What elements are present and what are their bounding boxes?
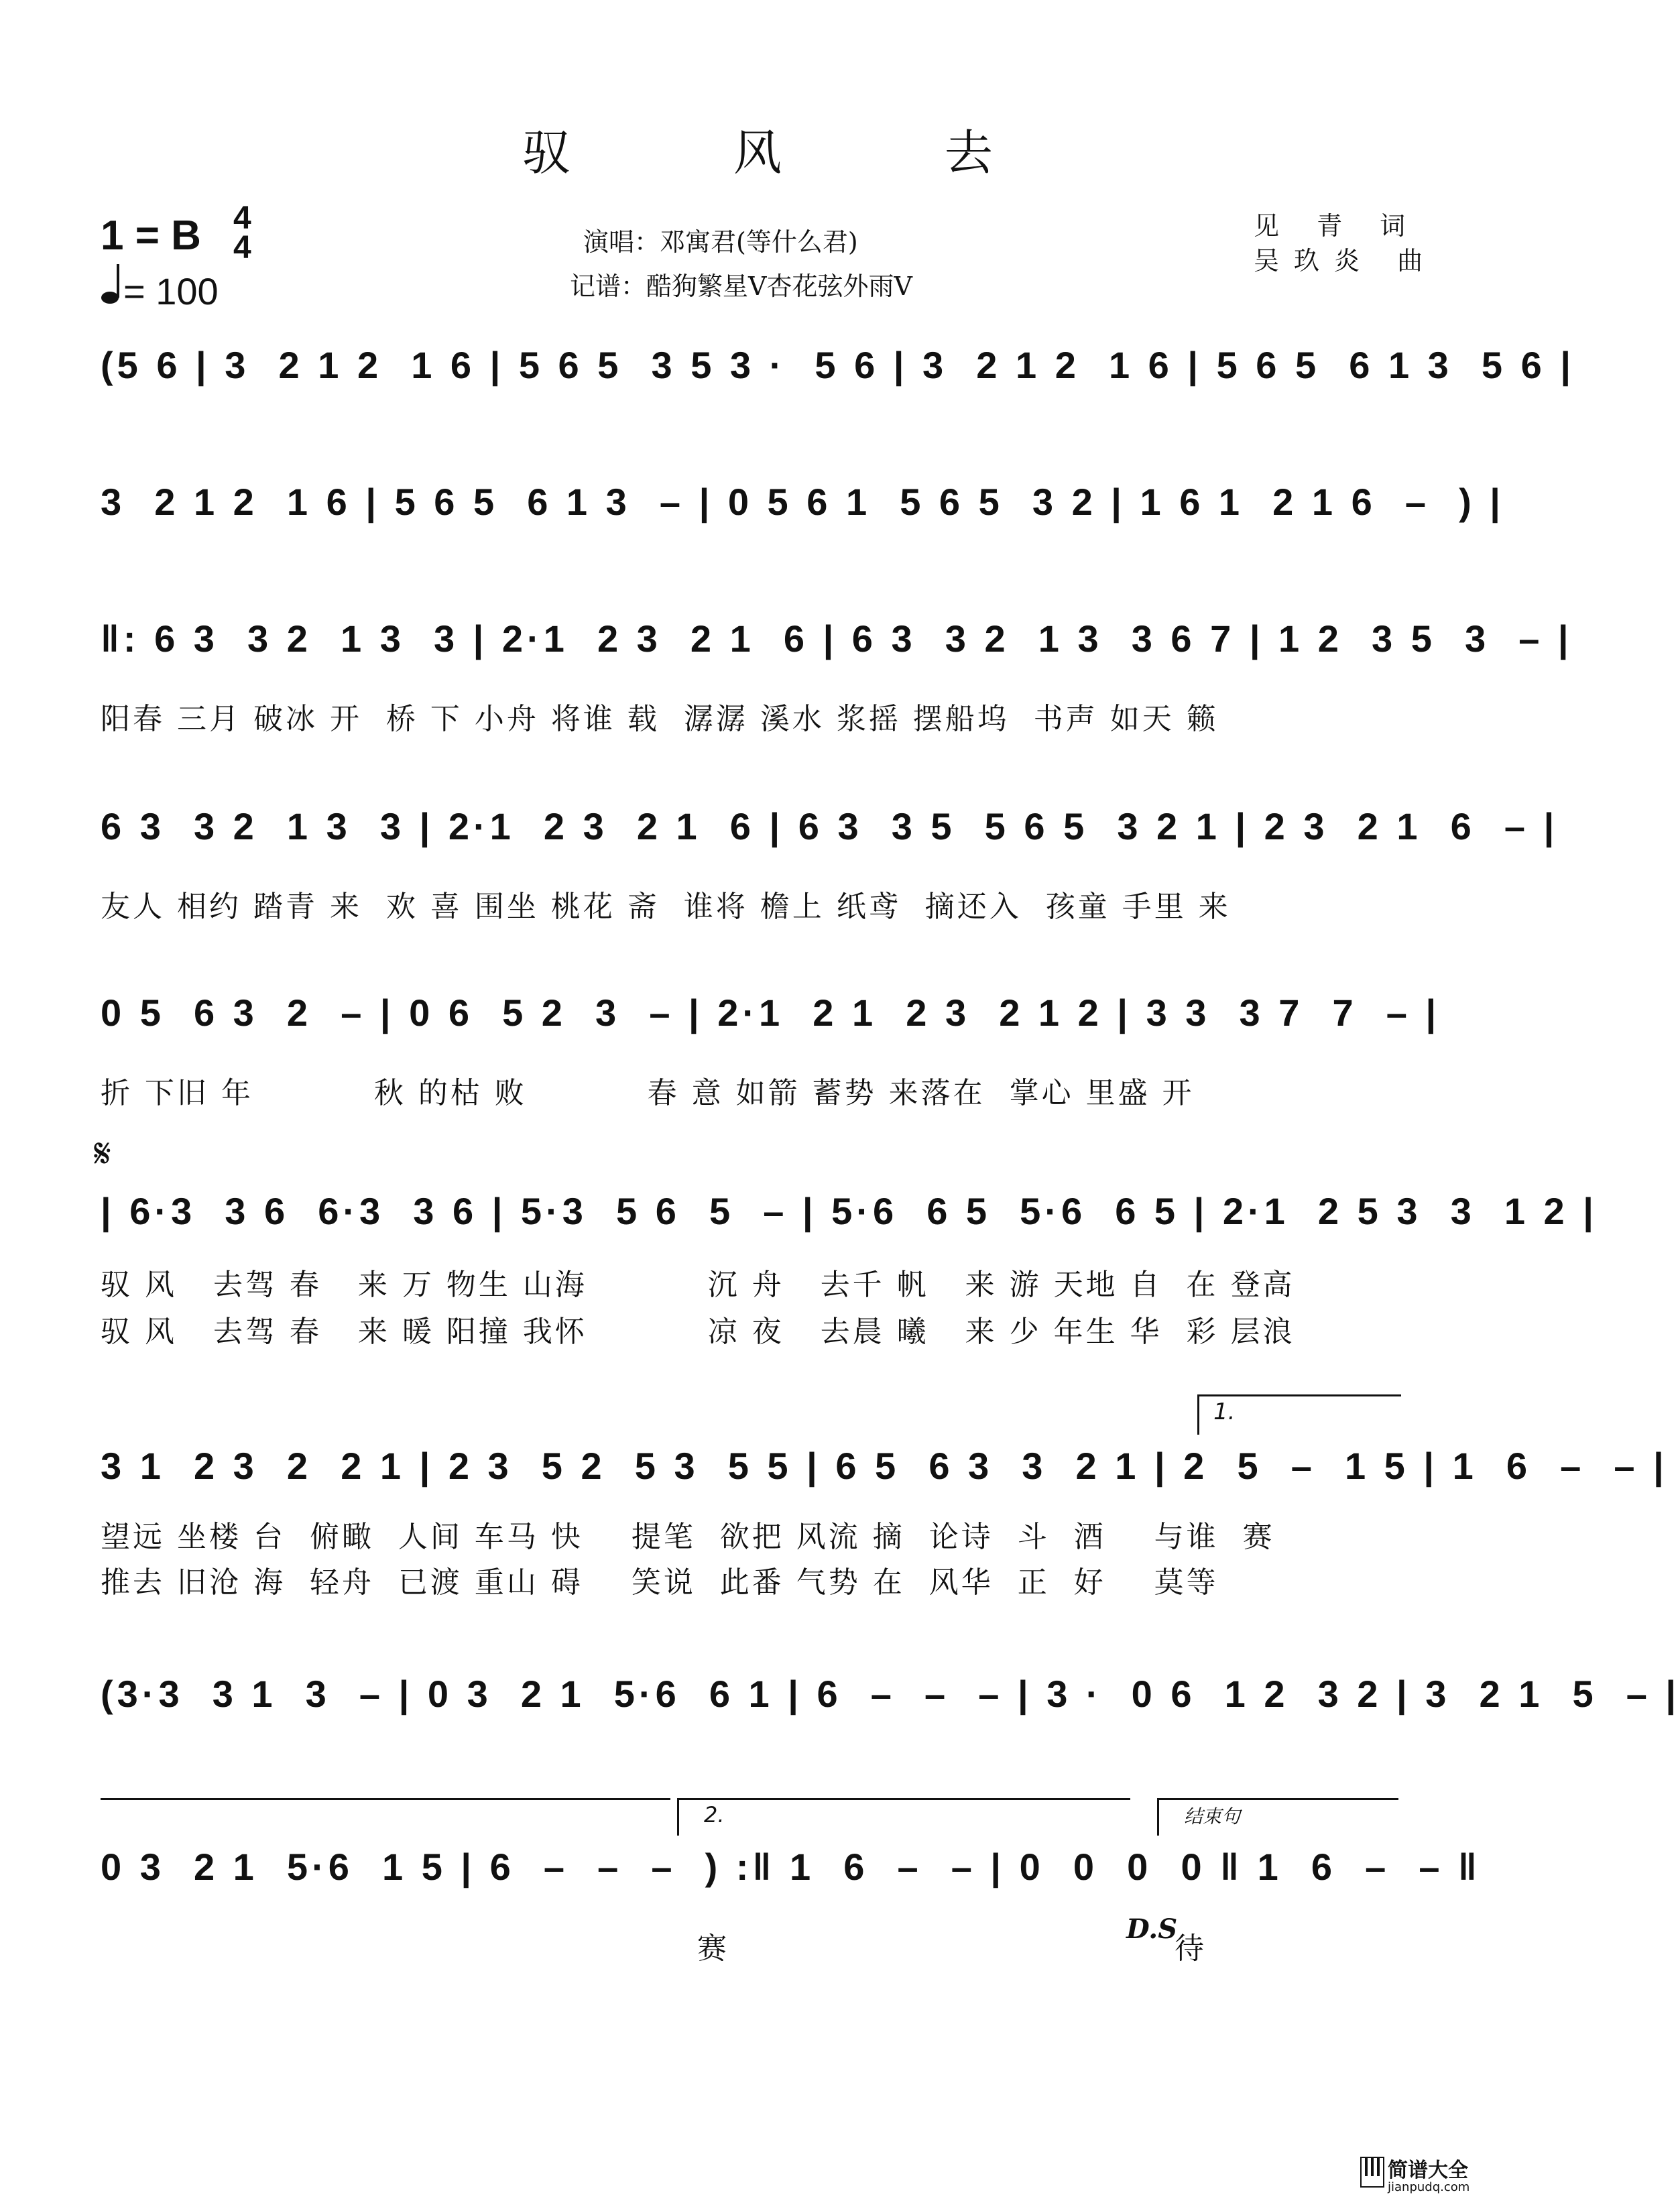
tempo-marking: [101, 263, 219, 313]
lyric-line-4: 友人 相约 踏青 来 欢 喜 围坐 桃花 斋 谁将 檐上 纸鸢 摘还入 孩童 手里 来: [101, 890, 1231, 924]
score-line-8: (3·3 3 1 3 – | 0 3 2 1 5·6 6 1 | 6 – – – | 3 · 0 6 1 2 3 2 | 3 2 1 5 – |: [101, 1673, 1680, 1715]
lyric-volta-2: 赛: [697, 1931, 727, 1966]
score-line-3: ‖: 6 3 3 2 1 3 3 | 2·1 2 3 2 1 6 | 6 3 3 2 1 3 3 6 7 | 1 2 3 5 3 – |: [101, 617, 1573, 660]
score-line-7: 3 1 2 3 2 2 1 | 2 3 5 2 5 3 5 5 | 6 5 6 3 3 2 1 | 2 5 – 1 5 | 1 6 – – |: [101, 1445, 1668, 1487]
composer-credit: 吴玖炎 曲: [1254, 246, 1438, 276]
lyric-line-6-verse-1: 驭 风 去驾 春 来 万 物生 山海 沉 舟 去千 帆 来 游 天地 自 在 登高: [101, 1268, 1295, 1302]
ending-bracket: [1157, 1798, 1398, 1800]
lyric-line-7-verse-2: 推去 旧沧 海 轻舟 已渡 重山 碍 笑说 此番 气势 在 风华 正 好 莫等: [101, 1565, 1219, 1600]
site-name: 简谱大全: [1388, 2159, 1468, 2182]
lyric-line-6-verse-2: 驭 风 去驾 春 来 暖 阳撞 我怀 凉 夜 去晨 曦 来 少 年生 华 彩 层浪: [101, 1315, 1295, 1349]
ending-bracket-left: [1157, 1798, 1159, 1836]
site-url: jianpudq.com: [1388, 2180, 1470, 2194]
lyric-line-5: 折 下旧 年 秋 的枯 败 春 意 如箭 蓄势 来落在 掌心 里盛 开: [101, 1076, 1195, 1110]
repeat-overline: [101, 1798, 670, 1800]
tempo-value: = 100: [123, 270, 219, 312]
ds-mark: D.S: [1126, 1913, 1178, 1945]
ending-label: 结束句: [1184, 1805, 1241, 1828]
lyric-ending: 待: [1175, 1931, 1204, 1966]
singer-credit: 演唱：邓寓君(等什么君): [583, 227, 858, 257]
volta-1-bracket: [1197, 1394, 1401, 1396]
song-title: 驭 风 去: [522, 125, 1067, 181]
score-line-2: 3 2 1 2 1 6 | 5 6 5 6 1 3 – | 0 5 6 1 5 6 5 3 2 | 1 6 1 2 1 6 – ) |: [101, 481, 1504, 523]
volta-2-label: 2.: [704, 1802, 725, 1828]
quarter-note-icon: [101, 263, 123, 313]
time-signature-top: 4: [233, 200, 251, 236]
piano-keys-icon: [1361, 2157, 1384, 2190]
volta-2-bracket-left: [677, 1798, 679, 1836]
volta-1-bracket-left: [1197, 1394, 1199, 1435]
lyric-line-7-verse-1: 望远 坐楼 台 俯瞰 人间 车马 快 提笔 欲把 风流 摘 论诗 斗 酒 与谁 赛: [101, 1520, 1275, 1554]
volta-2-bracket: [677, 1798, 1130, 1800]
score-line-5: 0 5 6 3 2 – | 0 6 5 2 3 – | 2·1 2 1 2 3 2 1 2 | 3 3 3 7 7 – |: [101, 992, 1441, 1034]
score-line-1: (5 6 | 3 2 1 2 1 6 | 5 6 5 3 5 3 · 5 6 | 3 2 1 2 1 6 | 5 6 5 6 1 3 5 6 |: [101, 344, 1575, 386]
site-logo: [1361, 2153, 1495, 2199]
score-line-4: 6 3 3 2 1 3 3 | 2·1 2 3 2 1 6 | 6 3 3 5 5 6 5 3 2 1 | 2 3 2 1 6 – |: [101, 805, 1559, 847]
time-signature-bottom: 4: [233, 230, 251, 265]
segno-mark: 𝄋: [94, 1130, 111, 1177]
score-line-6: | 6·3 3 6 6·3 3 6 | 5·3 5 6 5 – | 5·6 6 5 5·6 6 5 | 2·1 2 5 3 3 1 2 |: [101, 1190, 1598, 1232]
lyric-line-3: 阳春 三月 破冰 开 桥 下 小舟 将谁 载 潺潺 溪水 浆摇 摆船坞 书声 如天 籁: [101, 702, 1219, 736]
time-signature: [233, 200, 251, 265]
volta-1-label: 1.: [1213, 1398, 1236, 1425]
transcriber-credit: 记谱：酷狗繁星V杏花弦外雨V: [570, 272, 912, 301]
lyricist-credit: 见 青 词: [1254, 211, 1421, 241]
score-line-9: 0 3 2 1 5·6 1 5 | 6 – – – ) :‖ 1 6 – – | 0 0 0 0 ‖ 1 6 – – ‖: [101, 1846, 1481, 1888]
key-signature: 1 = B: [101, 213, 201, 259]
